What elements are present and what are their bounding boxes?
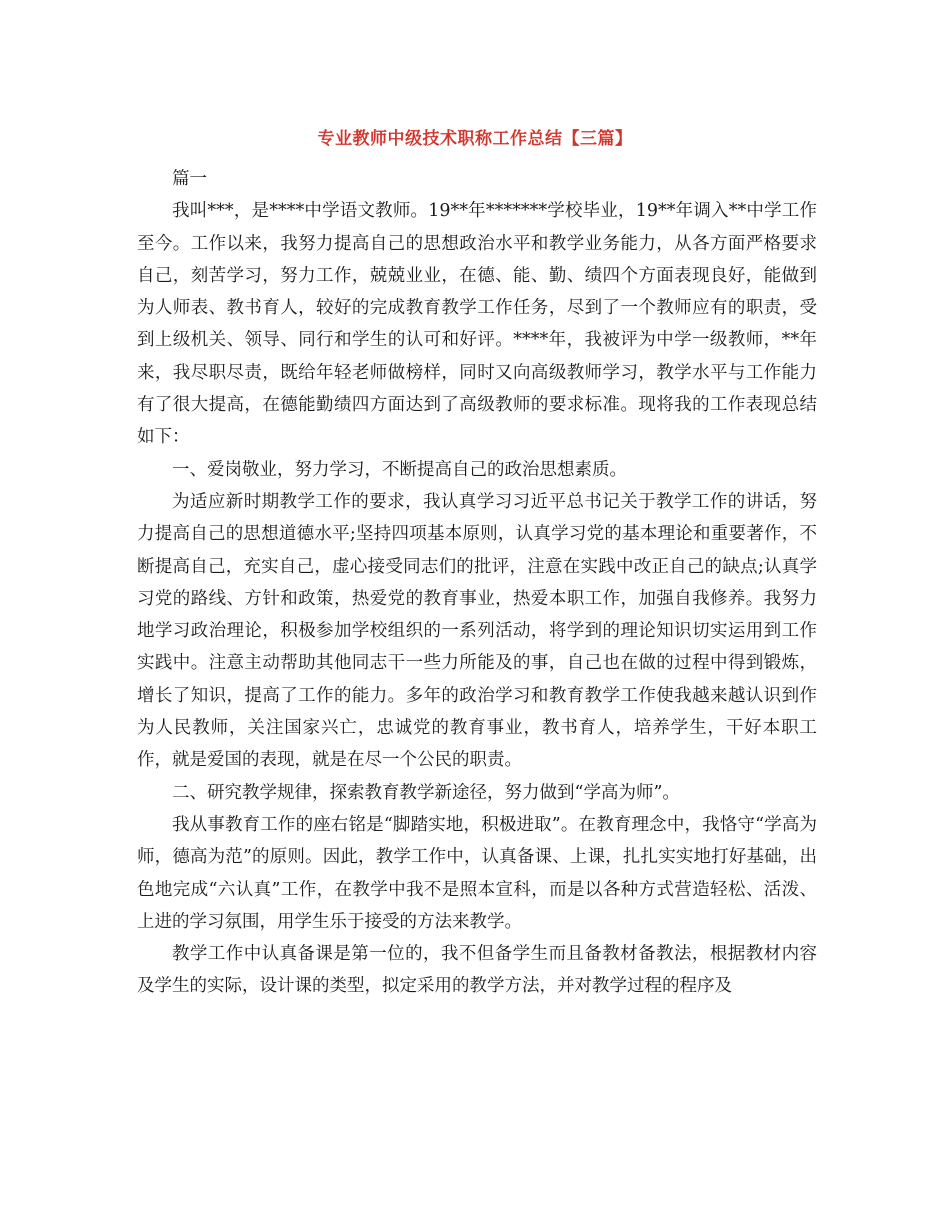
paragraph-section-label: 篇一 — [172, 169, 207, 189]
document-body — [137, 163, 817, 1003]
paragraph-motto: 我从事教育工作的座右铭是“脚踏实地，积极进取”。在教育理念中，我恪守“学高为师，德高为范”的原则。因此，教学工作中，认真备课、上课，扎扎实实地打好基础，出色地完成“六认真”工作，在教学中我不是照本宣科，而是以各种方式营造轻松、活泼、上进的学习氛围，用学生乐于接受的方法来教学。 — [137, 814, 817, 932]
paragraph-lesson-prep: 教学工作中认真备课是第一位的，我不但备学生而且备教材备教法，根据教材内容及学生的实际，设计课的类型，拟定采用的教学方法，并对教学过程的程序及 — [137, 944, 817, 997]
paragraph-intro: 我叫***，是****中学语文教师。19**年*******学校毕业，19**年调入**中学工作至今。工作以来，我努力提高自己的思想政治水平和教学业务能力，从各方面严格要求自己，刻苦学习，努力工作，兢兢业业，在德、能、勤、绩四个方面表现良好，能做到为人师表、教书育人，较好的完成教育教学工作任务，尽到了一个教师应有的职责，受到上级机关、领导、同行和学生的认可和好评。****年，我被评为中学一级教师，**年来，我尽职尽责，既给年轻老师做榜样，同时又向高级教师学习，教学水平与工作能力有了很大提高，在德能勤绩四方面达到了高级教师的要求标准。现将我的工作表现总结如下： — [137, 201, 817, 448]
document-title: 专业教师中级技术职称工作总结【三篇】 — [317, 129, 633, 149]
paragraph-heading-1: 一、爱岗敬业，努力学习，不断提高自己的政治思想素质。 — [172, 459, 627, 480]
paragraph-heading-2: 二、研究教学规律，探索教育教学新途径，努力做到“学高为师”。 — [172, 782, 680, 803]
paragraph-politics: 为适应新时期教学工作的要求，我认真学习习近平总书记关于教学工作的讲话，努力提高自己的思想道德水平;坚持四项基本原则，认真学习党的基本理论和重要著作，不断提高自己，充实自己，虚心接受同志们的批评，注意在实践中改正自己的缺点;认真学习党的路线、方针和政策，热爱党的教育事业，热爱本职工作，加强自我修养。我努力地学习政治理论，积极参加学校组织的一系列活动，将学到的理论知识切实运用到工作实践中。注意主动帮助其他同志干一些力所能及的事，自己也在做的过程中得到锻炼，增长了知识，提高了工作的能力。多年的政治学习和教育教学工作使我越来越认识到作为人民教师，关注国家兴亡，忠诚党的教育事业，教书育人，培养学生，干好本职工作，就是爱国的表现，就是在尽一个公民的职责。 — [137, 491, 817, 771]
